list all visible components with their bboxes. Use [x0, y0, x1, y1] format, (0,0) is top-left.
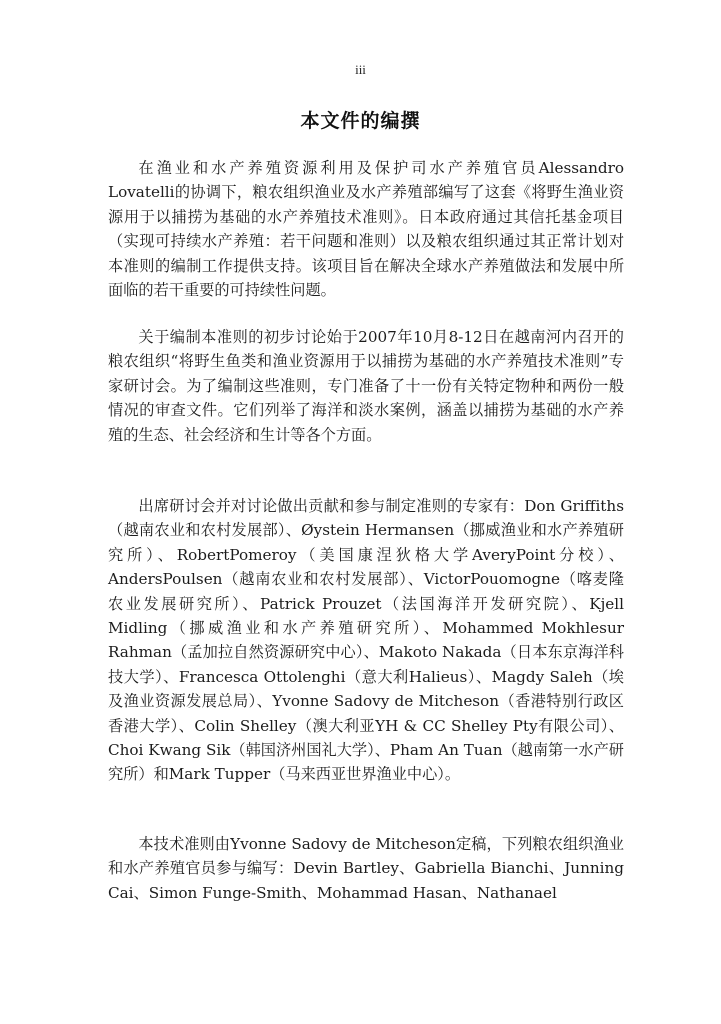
- paragraph-2: [108, 325, 624, 447]
- page-title: 本文件的编撰: [300, 110, 421, 132]
- paragraph-text: 本技术准则由Yvonne Sadovy de Mitcheson定稿，下列粮农组织渔业和水产养殖官员参与编写：Devin Bartley、Gabriella Bianchi、Junning Cai、Simon Funge-Smith、Mohammad Hasan、Nathanael: [108, 835, 624, 902]
- paragraph-text: 在渔业和水产养殖资源利用及保护司水产养殖官员Alessandro Lovatelli的协调下，粮农组织渔业及水产养殖部编写了这套《将野生渔业资源用于以捕捞为基础的水产养殖技术准则》。日本政府通过其信托基金项目（实现可持续水产养殖：若干问题和准则）以及粮农组织通过其正常计划对本准则的编制工作提供支持。该项目旨在解决全球水产养殖做法和发展中所面临的若干重要的可持续性问题。: [108, 159, 624, 300]
- paragraph-3: [108, 494, 624, 787]
- page-number: iii: [355, 62, 366, 77]
- paragraph-1: [108, 156, 624, 302]
- paragraph-4: [108, 832, 624, 905]
- paragraph-text: 关于编制本准则的初步讨论始于2007年10月8-12日在越南河内召开的粮农组织“将野生鱼类和渔业资源用于以捕捞为基础的水产养殖技术准则”专家研讨会。为了编制这些准则，专门准备了十一份有关特定物种和两份一般情况的审查文件。它们列举了海洋和淡水案例，涵盖以捕捞为基础的水产养殖的生态、社会经济和生计等各个方面。: [108, 328, 624, 444]
- paragraph-text: 出席研讨会并对讨论做出贡献和参与制定准则的专家有：Don Griffiths（越南农业和农村发展部）、Øystein Hermansen（挪威渔业和水产养殖研究所）、RobertPomeroy（美国康涅狄格大学AveryPoint分校）、AndersPoulsen（越南农业和农村发展部）、VictorPouomogne（喀麦隆农业发展研究所）、Patrick Prouzet（法国海洋开发研究院）、Kjell Midling（挪威渔业和水产养殖研究所）、Mohammed Mokhlesur Rahman（孟加拉自然资源研究中心）、Makoto Nakada（日本东京海洋科技大学）、Francesca Ottolenghi（意大利Halieus）、Magdy Saleh（埃及渔业资源发展总局）、Yvonne Sadovy de Mitcheson（香港特别行政区香港大学）、Colin Shelley（澳大利亚YH & CC Shelley Pty有限公司）、Choi Kwang Sik（韩国济州国礼大学）、Pham An Tuan（越南第一水产研究所）和Mark Tupper（马来西亚世界渔业中心）。: [108, 497, 624, 784]
